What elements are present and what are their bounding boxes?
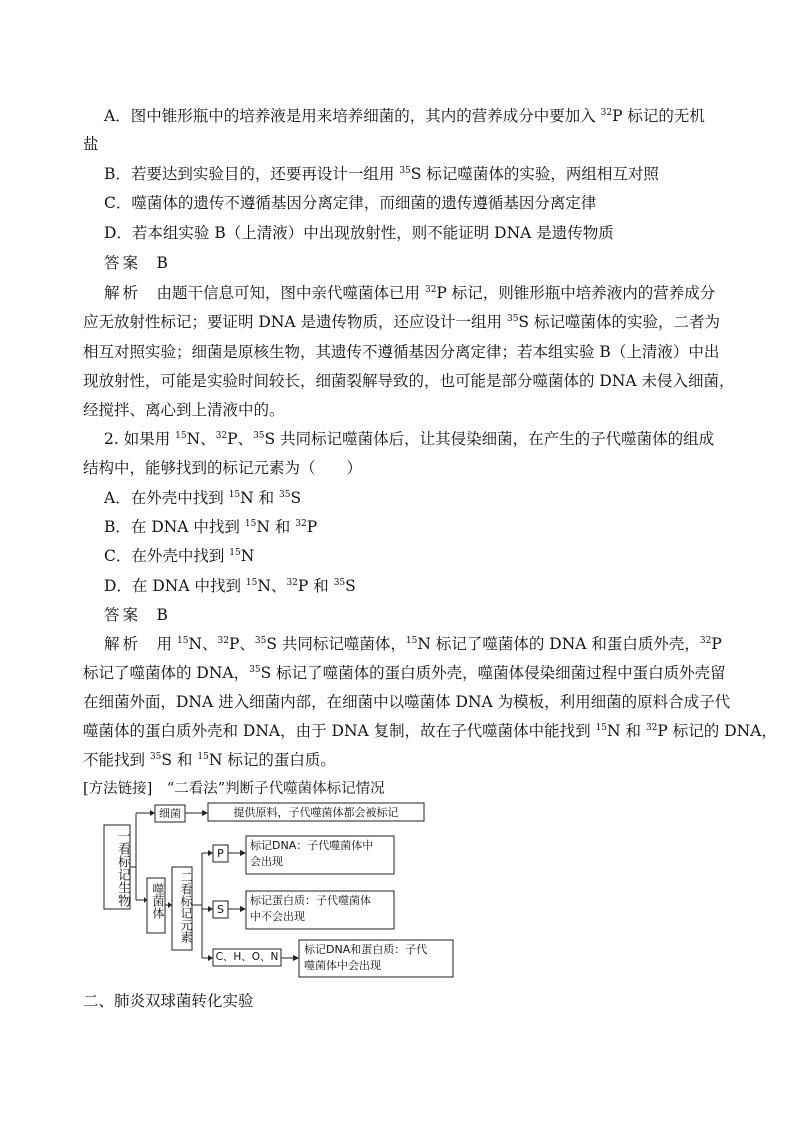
- diagram-s-label: S: [217, 903, 224, 916]
- diagram-second-look-label: 二看标记元素: [179, 871, 193, 943]
- q2-stem-line-1: 2. 如果用 $^{15}$N、$^{32}$P、$^{35}$S 共同标记噬菌体后，让其侵染细菌，在产生的子代噬菌体的组成: [104, 430, 715, 448]
- q1-analysis-line-2: 应无放射性标记；要证明 DNA 是遗传物质，还应设计一组用 $^{35}$S 标记噬菌体的实验，二者为: [83, 313, 720, 331]
- q2-option-c: C．在外壳中找到 $^{15}$N: [104, 547, 255, 565]
- q2-analysis-line-2: 标记了噬菌体的 DNA，$^{35}$S 标记了噬菌体的蛋白质外壳，噬菌体侵染细菌过程中蛋白质外壳留: [83, 664, 726, 682]
- diagram-p-label: P: [217, 847, 224, 860]
- arrow-to-s-result: [240, 906, 246, 912]
- diagram-s-result: [250, 893, 371, 925]
- q1-option-a-cont: 盐: [83, 135, 99, 153]
- diagram-p-result-line-1: 标记DNA：子代噬菌体中: [250, 839, 374, 852]
- diagram-s-result-line-1: 标记蛋白质：子代噬菌体: [250, 894, 371, 907]
- q1-option-d: D．若本组实验 B（上清液）中出现放射性，则不能证明 DNA 是遗传物质: [104, 224, 614, 242]
- q1-analysis-line-3: 相互对照实验；细菌是原核生物，其遗传不遵循基因分离定律；若本组实验 B（上清液）中出: [83, 343, 720, 361]
- arrow-to-p-result: [240, 850, 246, 856]
- q2-option-d: D．在 DNA 中找到 $^{15}$N、$^{32}$P 和 $^{35}$S: [104, 577, 356, 595]
- q2-answer: 答案 B: [104, 606, 168, 624]
- diagram-bacteria-result-label: 提供原料，子代噬菌体都会被标记: [233, 806, 399, 819]
- q2-analysis-line-5: 不能找到 $^{35}$S 和 $^{15}$N 标记的蛋白质。: [83, 751, 336, 769]
- method-title: [方法链接] “二看法”判断子代噬菌体标记情况: [83, 781, 385, 797]
- q1-analysis-line-1: 解析 由题干信息可知，图中亲代噬菌体已用 $^{32}$P 标记，则锥形瓶中培养液内的营养成分: [104, 284, 716, 302]
- diagram-chon-result-line-2: 噬菌体中会出现: [304, 959, 381, 972]
- diagram-chon-result-line-1: 标记DNA和蛋白质：子代: [304, 943, 428, 956]
- q2-stem-line-2: 结构中，能够找到的标记元素为（ ）: [83, 459, 363, 477]
- q1-answer: 答案 B: [104, 254, 168, 272]
- q2-analysis-line-1: 解析 用 $^{15}$N、$^{32}$P、$^{35}$S 共同标记噬菌体，$^{15}$N 标记了噬菌体的 DNA 和蛋白质外壳，$^{32}$P: [104, 635, 722, 653]
- diagram-first-look-label: 一看标记生物: [115, 829, 130, 907]
- q1-option-c: C．噬菌体的遗传不遵循基因分离定律，而细菌的遗传遵循基因分离定律: [104, 194, 597, 212]
- diagram-p-result: [250, 838, 373, 870]
- diagram-chon-result: [304, 942, 427, 974]
- q1-option-b: B．若要达到实验目的，还要再设计一组用 $^{35}$S 标记噬菌体的实验，两组相互对照: [104, 165, 659, 183]
- diagram-chon-label: C、H、O、N: [215, 951, 279, 963]
- q2-analysis-line-4: 噬菌体的蛋白质外壳和 DNA，由于 DNA 复制，故在子代噬菌体中能找到 $^{15}$N 和 $^{32}$P 标记的 DNA，: [83, 722, 777, 740]
- diagram-s-result-line-2: 中不会出现: [250, 910, 305, 923]
- arrow-to-chon-result: [293, 955, 299, 961]
- diagram-bacteria-label: 细菌: [159, 807, 181, 820]
- q2-option-b: B．在 DNA 中找到 $^{15}$N 和 $^{32}$P: [104, 518, 318, 536]
- q2-analysis-line-3: 在细菌外面，DNA 进入细菌内部，在细菌中以噬菌体 DNA 为模板，利用细菌的原料合成子代: [83, 693, 731, 711]
- q1-option-a: A．图中锥形瓶中的培养液是用来培养细菌的，其内的营养成分中要加入 $^{32}$P 标记的无机: [104, 107, 705, 125]
- diagram-p-result-line-2: 会出现: [250, 855, 283, 868]
- q1-analysis-line-4: 现放射性，可能是实验时间较长，细菌裂解导致的，也可能是部分噬菌体的 DNA 未侵入细菌，: [83, 372, 735, 390]
- section-heading: 二、肺炎双球菌转化实验: [83, 992, 254, 1010]
- diagram-phage-label: 噬菌体: [151, 883, 165, 919]
- q1-analysis-line-5: 经搅拌、离心到上清液中的。: [83, 401, 285, 419]
- q2-option-a: A．在外壳中找到 $^{15}$N 和 $^{35}$S: [104, 489, 302, 507]
